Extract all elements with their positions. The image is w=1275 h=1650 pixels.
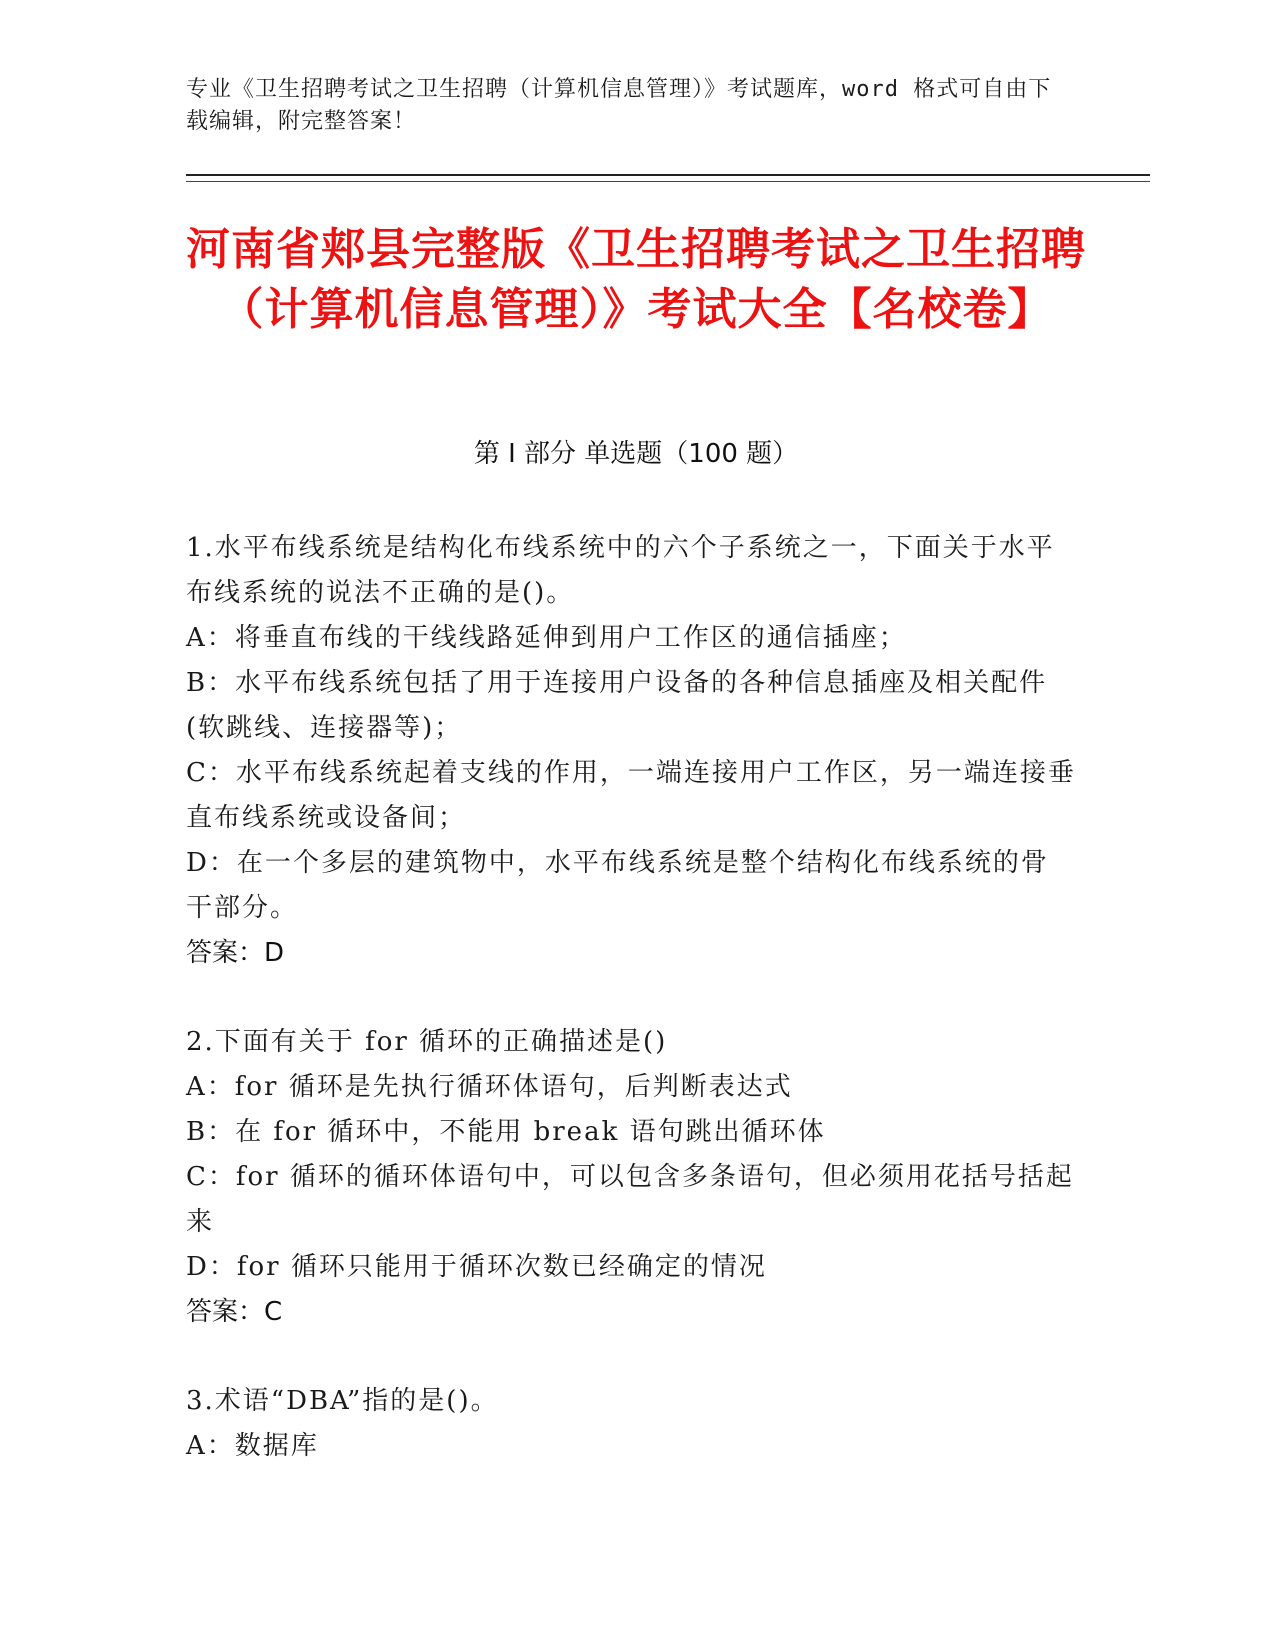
option-a: A：将垂直布线的干线线路延伸到用户工作区的通信插座； (186, 623, 907, 653)
option-b: B：在 for 循环中，不能用 break 语句跳出循环体 (186, 1117, 826, 1147)
question-stem: 2.下面有关于 for 循环的正确描述是() (186, 1027, 668, 1057)
document-title: 河南省郏县完整版《卫生招聘考试之卫生招聘（计算机信息管理）》考试大全【名校卷】 (186, 224, 1086, 335)
section-heading: 第 I 部分 单选题（100 题） (473, 439, 799, 469)
option-c: C：for 循环的循环体语句中，可以包含多条语句，但必须用花括号括起来 (186, 1162, 1074, 1237)
option-a: A：数据库 (186, 1431, 319, 1461)
option-a: A：for 循环是先执行循环体语句，后判断表达式 (186, 1072, 793, 1102)
question-3 (186, 1379, 1076, 1469)
option-d: D：for 循环只能用于循环次数已经确定的情况 (186, 1252, 767, 1282)
option-b: B：水平布线系统包括了用于连接用户设备的各种信息插座及相关配件(软跳线、连接器等)； (186, 668, 1048, 743)
option-c: C：水平布线系统起着支线的作用，一端连接用户工作区，另一端连接垂直布线系统或设备间； (186, 758, 1076, 833)
question-stem: 3.术语“DBA”指的是()。 (186, 1386, 499, 1416)
question-list (186, 526, 1076, 1513)
option-d: D：在一个多层的建筑物中，水平布线系统是整个结构化布线系统的骨干部分。 (186, 848, 1049, 923)
header-divider-thick (186, 174, 1150, 176)
question-2 (186, 1020, 1076, 1335)
header-divider-thin (186, 181, 1150, 182)
question-stem: 1.水平布线系统是结构化布线系统中的六个子系统之一，下面关于水平布线系统的说法不正确的是()。 (186, 533, 1055, 608)
question-1 (186, 526, 1076, 976)
header-note: 专业《卫生招聘考试之卫生招聘（计算机信息管理）》考试题库，word 格式可自由下载编辑，附完整答案！ (186, 77, 1052, 134)
answer: 答案：C (186, 1297, 283, 1327)
answer: 答案：D (186, 938, 285, 968)
